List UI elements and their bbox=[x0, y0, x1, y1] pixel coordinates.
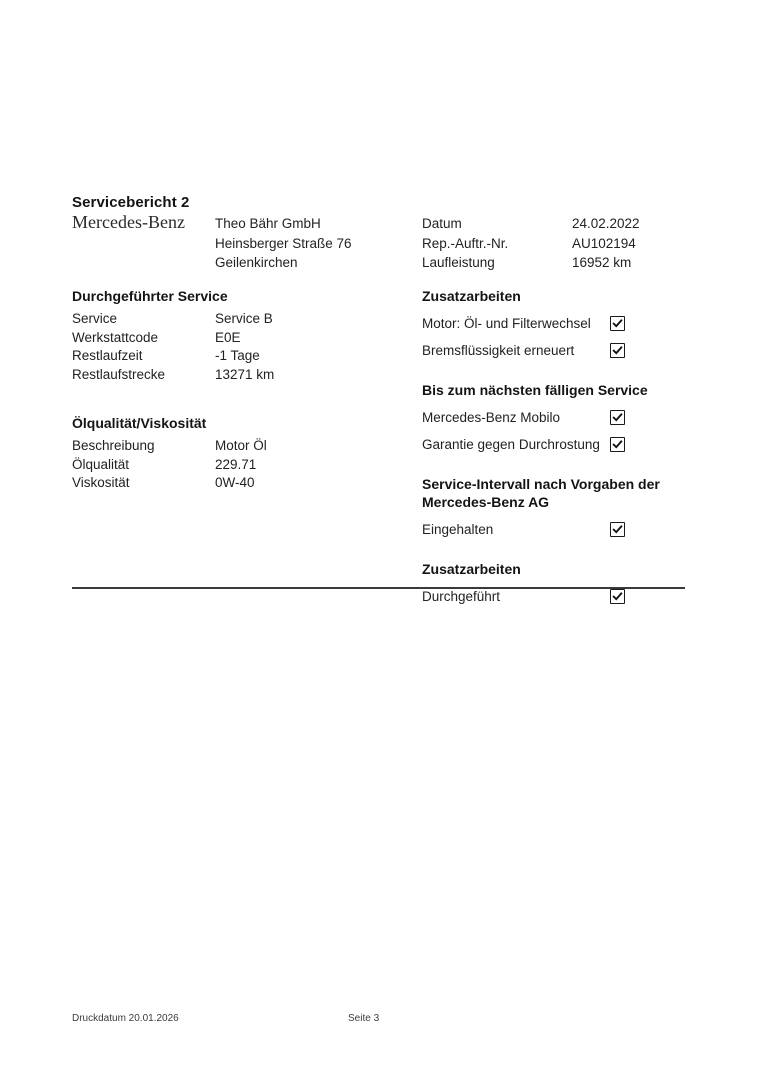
kv-value: 13271 km bbox=[215, 366, 275, 382]
checkbox-checked-icon bbox=[610, 410, 625, 425]
section-heading: Zusatzarbeiten bbox=[422, 288, 521, 304]
kv-label: Werkstattcode bbox=[72, 329, 159, 345]
checklist-item-label: Mercedes-Benz Mobilo bbox=[422, 410, 561, 425]
checklist-item-label: Eingehalten bbox=[422, 522, 494, 537]
meta-row-order-number bbox=[422, 234, 640, 254]
meta-value: 16952 km bbox=[572, 255, 632, 270]
meta-row-date bbox=[422, 214, 640, 234]
dealer-street: Heinsberger Straße 76 bbox=[215, 235, 352, 251]
brand-wordmark: Mercedes-Benz bbox=[72, 212, 185, 232]
kv-section bbox=[72, 287, 407, 384]
kv-value: 229.71 bbox=[215, 456, 257, 472]
dealer-address bbox=[215, 214, 352, 273]
checklist-item-label: Motor: Öl- und Filterwechsel bbox=[422, 316, 591, 331]
kv-label: Ölqualität bbox=[72, 456, 130, 472]
checklist-item-label: Bremsflüssigkeit erneuert bbox=[422, 343, 575, 358]
kv-label: Restlaufzeit bbox=[72, 348, 143, 363]
kv-label: Viskosität bbox=[72, 475, 130, 490]
dealer-city: Geilenkirchen bbox=[215, 255, 298, 270]
kv-value: Motor Öl bbox=[215, 438, 267, 453]
kv-section bbox=[72, 414, 407, 493]
meta-label: Laufleistung bbox=[422, 255, 495, 270]
page-title: Servicebericht 2 bbox=[72, 194, 190, 211]
print-date: Druckdatum 20.01.2026 bbox=[72, 1013, 179, 1024]
page-number: Seite 3 bbox=[348, 1013, 380, 1024]
kv-value: 0W-40 bbox=[215, 475, 255, 490]
checklist-item-label: Garantie gegen Durchrostung bbox=[422, 437, 600, 452]
checklist-section bbox=[422, 381, 690, 458]
kv-row bbox=[72, 310, 407, 329]
kv-row bbox=[72, 474, 407, 493]
dealer-name: Theo Bähr GmbH bbox=[215, 216, 321, 231]
checkbox-checked-icon bbox=[610, 343, 625, 358]
checklist-item bbox=[422, 404, 625, 431]
checklist-section bbox=[422, 560, 690, 610]
section-heading: Durchgeführter Service bbox=[72, 288, 228, 304]
meta-row-mileage bbox=[422, 253, 640, 273]
checklist-item-label: Durchgeführt bbox=[422, 589, 501, 604]
checkbox-checked-icon bbox=[610, 316, 625, 331]
checklist-item bbox=[422, 337, 625, 364]
kv-label: Beschreibung bbox=[72, 438, 155, 453]
section-heading: Bis zum nächsten fälligen Service bbox=[422, 382, 648, 398]
checklist-column bbox=[422, 287, 690, 627]
section-heading: Service-Intervall nach Vorgaben der Mercedes-Benz AG bbox=[422, 476, 660, 510]
meta-label: Datum bbox=[422, 216, 462, 231]
meta-value: 24.02.2022 bbox=[572, 216, 640, 231]
kv-row bbox=[72, 347, 407, 366]
checklist-section bbox=[422, 475, 690, 543]
service-details-column bbox=[72, 287, 407, 523]
checklist-item bbox=[422, 310, 625, 337]
kv-value: E0E bbox=[215, 329, 241, 345]
kv-label: Restlaufstrecke bbox=[72, 366, 166, 382]
meta-label: Rep.-Auftr.-Nr. bbox=[422, 235, 509, 251]
checklist-item bbox=[422, 431, 625, 458]
meta-value: AU102194 bbox=[572, 235, 636, 251]
checklist-section bbox=[422, 287, 690, 364]
kv-value: Service B bbox=[215, 311, 273, 326]
checkbox-checked-icon bbox=[610, 522, 625, 537]
kv-label: Service bbox=[72, 311, 118, 326]
kv-row bbox=[72, 329, 407, 348]
section-heading: Zusatzarbeiten bbox=[422, 561, 521, 577]
horizontal-divider bbox=[72, 587, 685, 589]
section-heading: Ölqualität/Viskosität bbox=[72, 415, 207, 431]
checklist-item bbox=[422, 516, 625, 543]
checkbox-checked-icon bbox=[610, 437, 625, 452]
checkbox-checked-icon bbox=[610, 589, 625, 604]
kv-row bbox=[72, 456, 407, 475]
kv-row bbox=[72, 437, 407, 456]
kv-row bbox=[72, 366, 407, 385]
kv-value: -1 Tage bbox=[215, 348, 260, 363]
report-meta bbox=[422, 214, 640, 273]
